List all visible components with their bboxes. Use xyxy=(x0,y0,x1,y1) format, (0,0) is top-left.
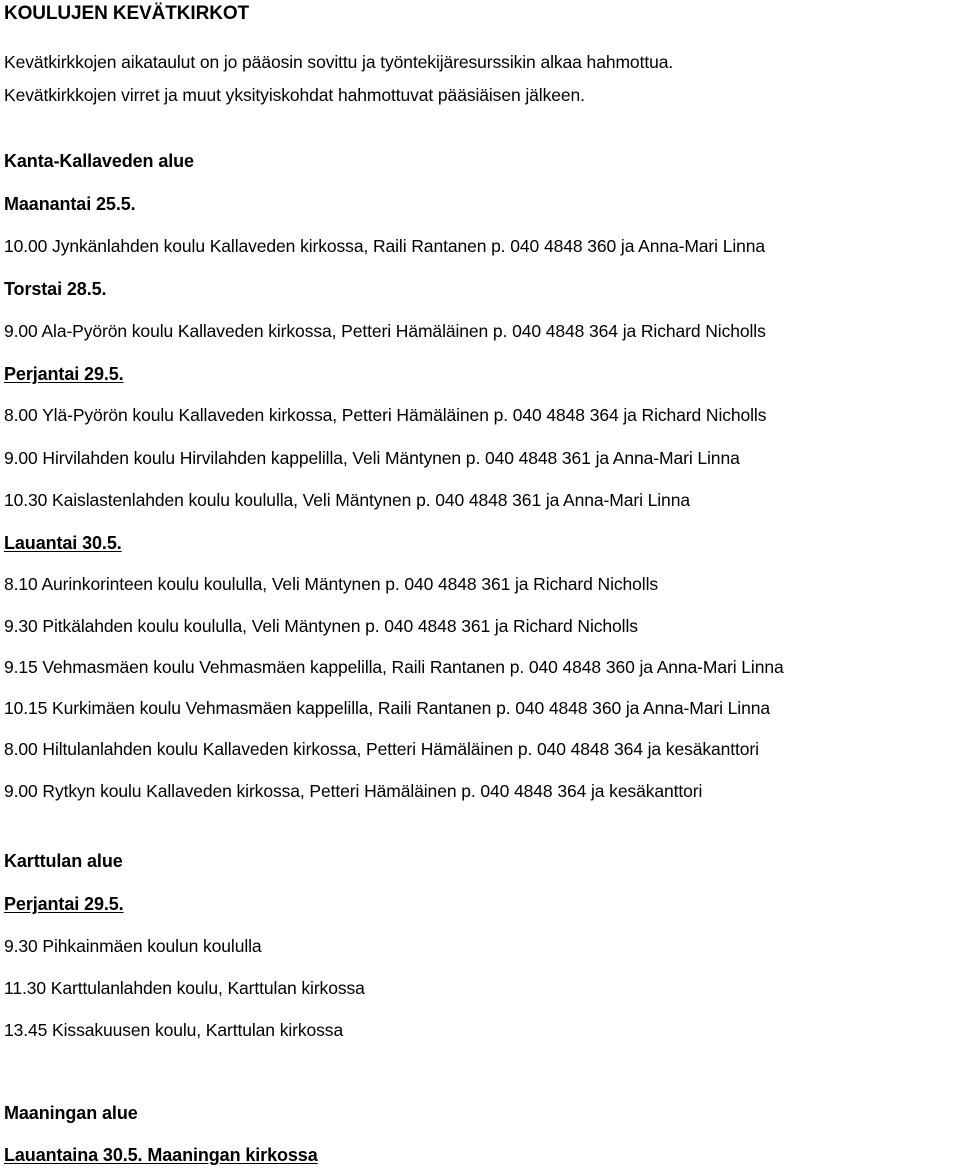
schedule-item: 9.15 Vehmasmäen koulu Vehmasmäen kappelilla, Raili Rantanen p. 040 4848 360 ja Anna-Mari Linna xyxy=(4,657,784,677)
schedule-item: 13.45 Kissakuusen koulu, Karttulan kirkossa xyxy=(4,1020,344,1040)
schedule-item: 9.30 Pihkainmäen koulun koululla xyxy=(4,936,262,956)
day-heading-karttula-friday: Perjantai 29.5. xyxy=(4,894,124,914)
schedule-item: 10.00 Jynkänlahden koulu Kallaveden kirkossa, Raili Rantanen p. 040 4848 360 ja Anna-Mari Linna xyxy=(4,236,766,256)
day-heading-saturday: Lauantai 30.5. xyxy=(4,533,122,553)
day-heading-monday: Maanantai 25.5. xyxy=(4,194,136,214)
schedule-item: 8.00 Hiltulanlahden koulu Kallaveden kirkossa, Petteri Hämäläinen p. 040 4848 364 ja kesäkanttori xyxy=(4,739,759,759)
day-heading-thursday: Torstai 28.5. xyxy=(4,279,107,299)
day-heading-maaninka-saturday: Lauantaina 30.5. Maaningan kirkossa xyxy=(4,1145,318,1165)
area-heading-maaninka: Maaningan alue xyxy=(4,1103,138,1123)
schedule-item: 10.30 Kaislastenlahden koulu koululla, Veli Mäntynen p. 040 4848 361 ja Anna-Mari Linna xyxy=(4,490,690,510)
schedule-item: 11.30 Karttulanlahden koulu, Karttulan kirkossa xyxy=(4,978,365,998)
intro-line-2: Kevätkirkkojen virret ja muut yksityiskohdat hahmottuvat pääsiäisen jälkeen. xyxy=(4,85,585,105)
schedule-item: 10.15 Kurkimäen koulu Vehmasmäen kappelilla, Raili Rantanen p. 040 4848 360 ja Anna-Mari Linna xyxy=(4,698,770,718)
schedule-item: 9.00 Ala-Pyörön koulu Kallaveden kirkossa, Petteri Hämäläinen p. 040 4848 364 ja Richard Nicholls xyxy=(4,321,766,341)
schedule-item: 9.30 Pitkälahden koulu koululla, Veli Mäntynen p. 040 4848 361 ja Richard Nicholls xyxy=(4,616,638,636)
schedule-item: 9.00 Rytkyn koulu Kallaveden kirkossa, Petteri Hämäläinen p. 040 4848 364 ja kesäkanttori xyxy=(4,781,703,801)
intro-line-1: Kevätkirkkojen aikataulut on jo pääosin sovittu ja työntekijäresurssikin alkaa hahmottua. xyxy=(4,52,674,72)
page-title: KOULUJEN KEVÄTKIRKOT xyxy=(4,3,250,24)
schedule-item: 8.00 Ylä-Pyörön koulu Kallaveden kirkossa, Petteri Hämäläinen p. 040 4848 364 ja Richard Nicholls xyxy=(4,405,767,425)
day-heading-friday: Perjantai 29.5. xyxy=(4,364,124,384)
area-heading-kanta-kallavesi: Kanta-Kallaveden alue xyxy=(4,151,194,171)
schedule-item: 8.10 Aurinkorinteen koulu koululla, Veli Mäntynen p. 040 4848 361 ja Richard Nicholls xyxy=(4,574,659,594)
area-heading-karttula: Karttulan alue xyxy=(4,851,123,871)
schedule-item: 9.00 Hirvilahden koulu Hirvilahden kappelilla, Veli Mäntynen p. 040 4848 361 ja Anna-Mari Linna xyxy=(4,448,740,468)
